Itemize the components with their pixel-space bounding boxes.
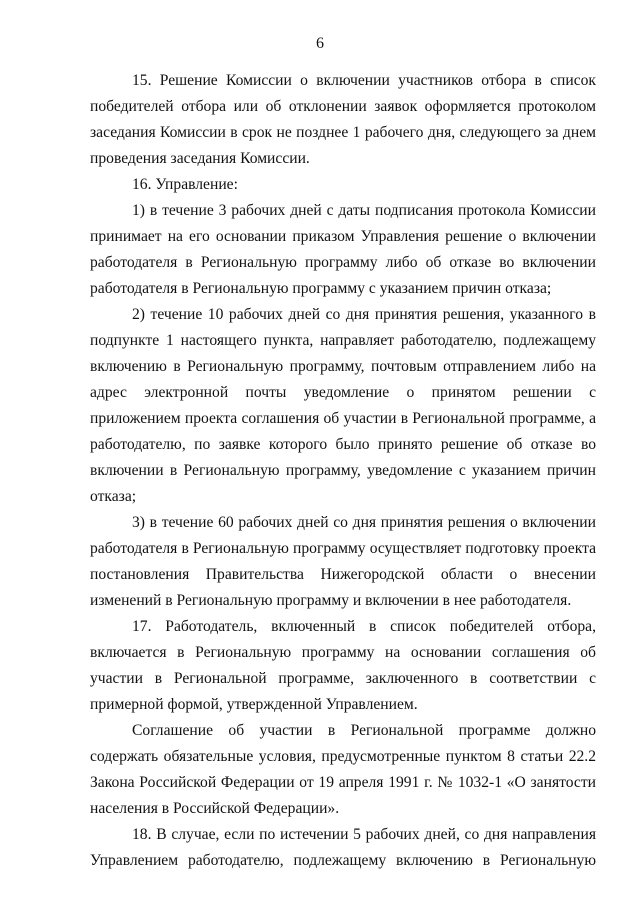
paragraph-17: 17. Работодатель, включенный в список победителей отбора, включается в Региональную программу на основании соглашения об участии в Региональной программе, заключенного в соответствии с примерной формой, утвержденной Управлением. bbox=[90, 618, 596, 713]
page-number: 6 bbox=[316, 35, 324, 52]
paragraph-16-item-3: 3) в течение 60 рабочих дней со дня принятия решения о включении работодателя в Региональную программу осуществляет подготовку проекта постановления Правительства Нижегородской области о внесении изменений в Региональную программу и включении в нее работодателя. bbox=[90, 514, 596, 609]
paragraph-17-agreement: Соглашение об участии в Региональной программе должно содержать обязательные условия, предусмотренные пунктом 8 статьи 22.2 Закона Российской Федерации от 19 апреля 1991 г. № 1032-1 «О занятости населения в Российской Федерации». bbox=[90, 722, 596, 817]
document-body bbox=[90, 68, 596, 874]
paragraph-15: 15. Решение Комиссии о включении участников отбора в список победителей отбора или об отклонении заявок оформляется протоколом заседания Комиссии в срок не позднее 1 рабочего дня, следующего за днем проведения заседания Комиссии. bbox=[90, 72, 596, 167]
paragraph-16: 16. Управление: bbox=[132, 176, 238, 193]
paragraph-16-item-1: 1) в течение 3 рабочих дней с даты подписания протокола Комиссии принимает на его основании приказом Управления решение о включении работодателя в Региональную программу либо об отказе во включении работодателя в Региональную программу с указанием причин отказа; bbox=[90, 202, 596, 297]
paragraph-16-item-2: 2) течение 10 рабочих дней со дня принятия решения, указанного в подпункте 1 настоящего пункта, направляет работодателю, подлежащему включению в Региональную программу, почтовым отправлением либо на адрес электронной почты уведомление о принятом решении с приложением проекта соглашения об участии в Региональной программе, а работодателю, по заявке которого было принято решение об отказе во включении в Региональную программу, уведомление с указанием причин отказа; bbox=[90, 306, 596, 505]
paragraph-18: 18. В случае, если по истечении 5 рабочих дней, со дня направления Управлением работодателю, подлежащему включению в Региональную bbox=[90, 826, 596, 869]
